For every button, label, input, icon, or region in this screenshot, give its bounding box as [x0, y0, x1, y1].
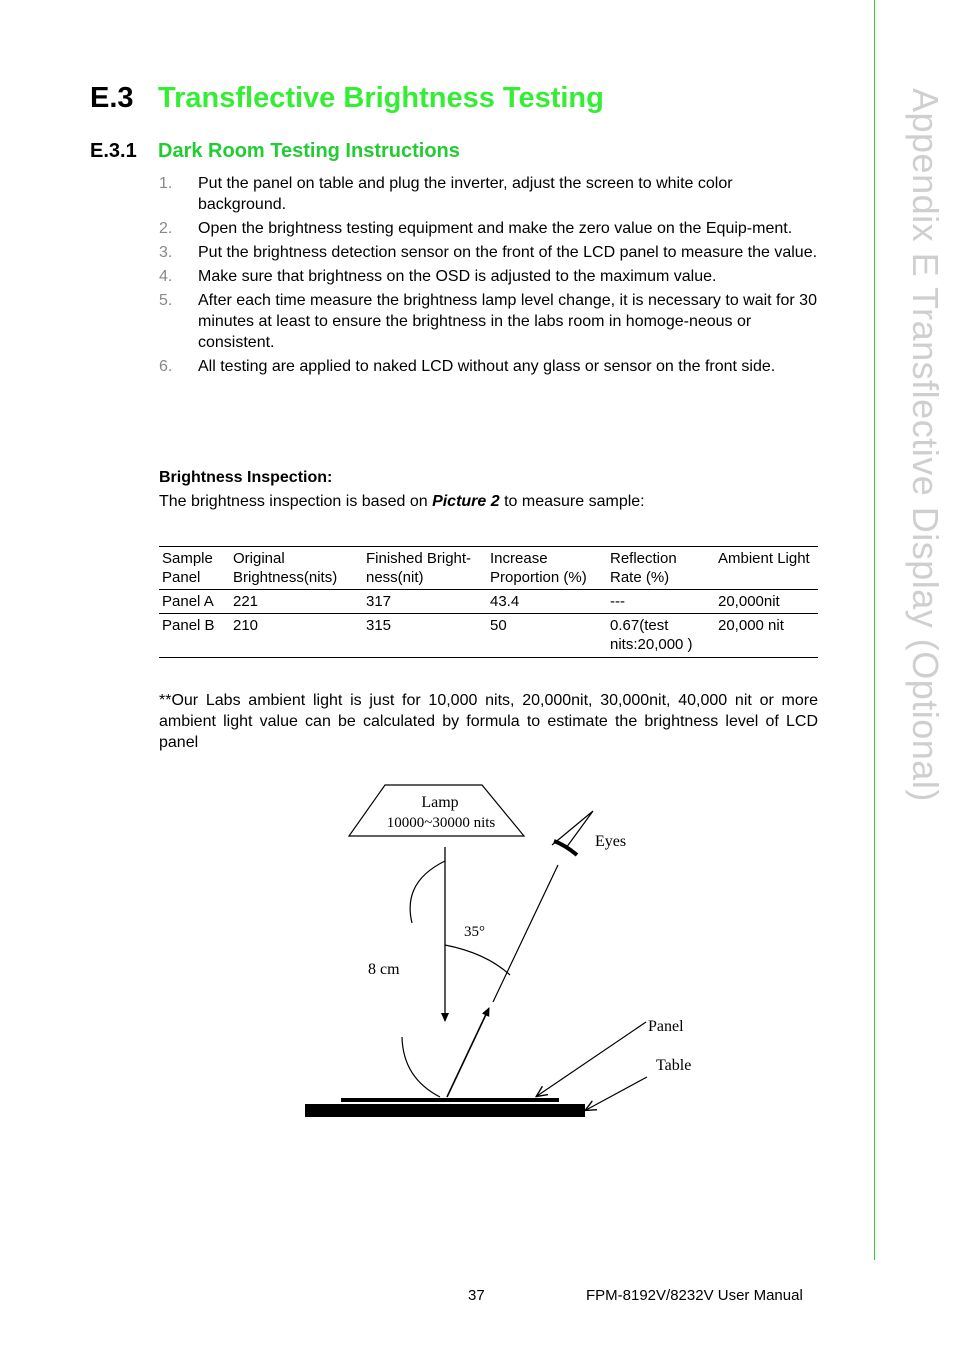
- table-cell: 221: [233, 593, 259, 610]
- column-header: Ambient Light: [718, 550, 810, 567]
- section-title: Transflective Brightness Testing: [158, 82, 604, 114]
- table-cell: 50: [490, 617, 507, 634]
- side-title-text: Appendix E Transflective Display (Optional): [905, 88, 946, 802]
- panel-label: Panel: [648, 1018, 684, 1035]
- panel-pointer: [537, 1022, 646, 1096]
- reflected-ray: [447, 1008, 489, 1097]
- column-header: Original Brightness(nits): [233, 550, 338, 586]
- column-header: Increase Proportion (%): [490, 550, 587, 586]
- step-number: 3.: [159, 244, 173, 261]
- lamp-label: Lamp: [421, 794, 459, 811]
- step-text: After each time measure the brightness lamp level change, it is necessary to wait for 30 minutes at least to ensure the brightness in the labs room in homoge-neous or consistent.: [198, 292, 817, 351]
- subsection-heading: [90, 140, 460, 163]
- panel-shape: [341, 1098, 559, 1102]
- table-cell: 0.67(test nits:20,000 ): [610, 617, 693, 653]
- side-rule: [874, 0, 875, 1260]
- list-item: [159, 290, 819, 353]
- column-header: Finished Bright-ness(nit): [366, 550, 472, 586]
- table-cell: 20,000nit: [718, 593, 780, 610]
- step-text: All testing are applied to naked LCD without any glass or sensor on the front side.: [198, 358, 776, 375]
- subsection-title: Dark Room Testing Instructions: [158, 140, 460, 162]
- section-heading: [90, 82, 604, 115]
- inspection-text: [159, 493, 645, 511]
- instruction-list: [159, 173, 819, 380]
- table-row: [159, 614, 818, 658]
- column-header: Sample Panel: [162, 550, 213, 586]
- list-item: [159, 266, 819, 287]
- list-item: [159, 242, 819, 263]
- angle-arc: [445, 945, 510, 975]
- list-item: [159, 356, 819, 377]
- inspection-text-before: The brightness inspection is based on: [159, 493, 433, 510]
- table-header-row: [159, 547, 818, 590]
- subsection-number: E.3.1: [90, 140, 137, 162]
- table-cell: Panel A: [162, 593, 214, 610]
- test-setup-diagram: [290, 775, 710, 1125]
- step-number: 4.: [159, 268, 173, 285]
- table-row: [159, 590, 818, 614]
- list-item: [159, 218, 819, 239]
- distance-label: 8 cm: [368, 961, 400, 978]
- step-number: 5.: [159, 292, 173, 309]
- distance-arc-top: [410, 861, 445, 923]
- eye-pupil-icon: [554, 841, 577, 855]
- table-cell: 317: [366, 593, 392, 610]
- column-header: Reflection Rate (%): [610, 550, 677, 586]
- step-text: Open the brightness testing equipment and make the zero value on the Equip-ment.: [198, 220, 793, 237]
- table-shape: [305, 1104, 585, 1117]
- table-cell: Panel B: [162, 617, 215, 634]
- table-pointer: [586, 1077, 647, 1110]
- table-cell: 210: [233, 617, 259, 634]
- table-cell: 315: [366, 617, 392, 634]
- table-label: Table: [656, 1057, 692, 1074]
- distance-arc-bottom: [402, 1037, 440, 1097]
- ambient-light-note: **Our Labs ambient light is just for 10,000 nits, 20,000nit, 30,000nit, 40,000 nit or more ambient light value can be calculated by formula to estimate the brightness level of LCD panel: [159, 692, 818, 751]
- lamp-range-label: 10000~30000 nits: [386, 815, 496, 831]
- brightness-table: [159, 546, 818, 658]
- inspection-label: Brightness Inspection:: [159, 469, 333, 486]
- step-text: Put the brightness detection sensor on the front of the LCD panel to measure the value.: [198, 244, 818, 261]
- table-cell: 43.4: [490, 593, 520, 610]
- sight-line: [493, 865, 558, 1002]
- list-item: [159, 173, 819, 215]
- manual-title: FPM-8192V/8232V User Manual: [586, 1287, 803, 1304]
- step-text: Put the panel on table and plug the inverter, adjust the screen to white color background.: [198, 175, 733, 213]
- inspection-text-after: to measure sample:: [499, 493, 645, 510]
- eyes-label: Eyes: [595, 833, 627, 850]
- picture-reference: Picture 2: [432, 493, 500, 510]
- step-number: 1.: [159, 175, 173, 192]
- section-number: E.3: [90, 82, 134, 114]
- table-cell: 20,000 nit: [718, 617, 784, 634]
- angle-label: 35°: [464, 924, 485, 940]
- step-text: Make sure that brightness on the OSD is adjusted to the maximum value.: [198, 268, 717, 285]
- table-cell: ---: [610, 593, 625, 610]
- page-number: 37: [468, 1287, 485, 1304]
- step-number: 6.: [159, 358, 173, 375]
- step-number: 2.: [159, 220, 173, 237]
- side-title: [888, 88, 948, 1268]
